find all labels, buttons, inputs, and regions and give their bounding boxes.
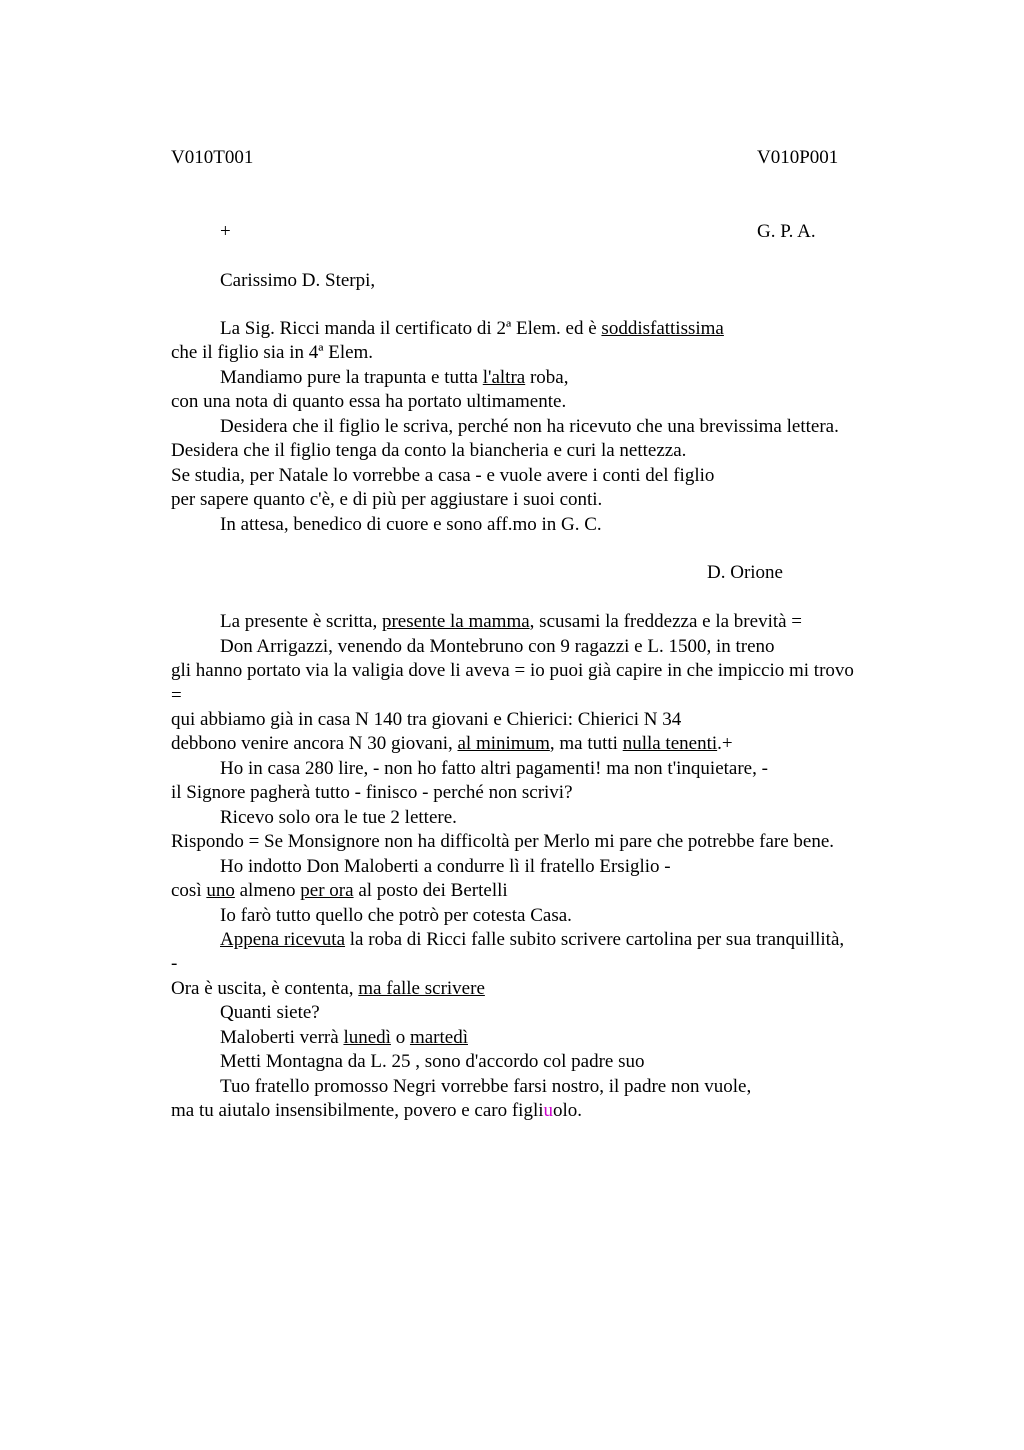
- underlined-text: soddisfattissima: [601, 318, 724, 339]
- text-run: La presente è scritta,: [220, 611, 382, 633]
- text-run: , ma tutti: [549, 733, 623, 755]
- postscript-line: -: [171, 953, 178, 975]
- postscript-line: Ho indotto Don Maloberti a condurre lì il fratello Ersiglio -: [220, 855, 671, 877]
- postscript-line: [171, 732, 931, 756]
- postscript-line: [171, 1099, 931, 1123]
- document-code-right: V010P001: [757, 147, 839, 168]
- letter-line: In attesa, benedico di cuore e sono aff.mo in G. C.: [220, 513, 602, 535]
- postscript-line: [171, 977, 931, 1001]
- postscript-line: qui abbiamo già in casa N 140 tra giovani e Chierici: Chierici N 34: [171, 709, 682, 730]
- text-run: , scusami la freddezza e la brevità =: [529, 611, 803, 633]
- postscript-line: =: [171, 684, 182, 706]
- letter-line: per sapere quanto c'è, e di più per aggiustare i suoi conti.: [171, 489, 603, 511]
- salutation: Carissimo D. Sterpi,: [220, 270, 376, 291]
- postscript-line: Quanti siete?: [220, 1002, 320, 1024]
- underlined-text: nulla tenenti: [622, 733, 718, 755]
- text-run: così: [171, 880, 207, 902]
- text-run: al posto dei Bertelli: [353, 880, 508, 902]
- letter-line: Desidera che il figlio le scriva, perché non ha ricevuto che una brevissima lettera.: [220, 415, 839, 437]
- postscript-line: Ho in casa 280 lire, - non ho fatto altri pagamenti! ma non t'inquietare, -: [220, 757, 768, 779]
- header-initials: G. P. A.: [757, 221, 816, 242]
- text-run: Mandiamo pure la trapunta e tutta: [220, 366, 483, 388]
- postscript-line: [171, 610, 931, 634]
- text-run: Maloberti verrà: [220, 1026, 344, 1048]
- document-code-left: V010T001: [171, 147, 254, 168]
- underlined-text: ma falle scrivere: [358, 977, 485, 999]
- postscript-line: il Signore pagherà tutto - finisco - perché non scrivi?: [171, 782, 573, 804]
- postscript-line: Ricevo solo ora le tue 2 lettere.: [220, 806, 457, 828]
- postscript-line: [171, 879, 931, 903]
- underlined-text: al minimum: [457, 733, 550, 755]
- signature: D. Orione: [707, 562, 783, 584]
- blank-line: [171, 586, 931, 610]
- blank-line: [171, 537, 931, 561]
- text-run: almeno: [234, 880, 301, 902]
- underlined-text: uno: [206, 880, 235, 902]
- postscript-line: Don Arrigazzi, venendo da Montebruno con 9 ragazzi e L. 1500, in treno: [220, 635, 775, 657]
- text-run: o: [390, 1026, 410, 1048]
- highlighted-letter: u: [543, 1100, 554, 1121]
- letter-line: [171, 317, 931, 341]
- underlined-text: l'altra: [482, 366, 526, 388]
- text-run: Ora è uscita, è contenta,: [171, 977, 359, 999]
- letter-line: Se studia, per Natale lo vorrebbe a casa - e vuole avere i conti del figlio: [171, 464, 715, 486]
- cross-mark: +: [220, 221, 231, 242]
- underlined-text: martedì: [409, 1026, 468, 1048]
- underlined-text: presente la mamma: [381, 611, 530, 633]
- postscript-line: gli hanno portato via la valigia dove li aveva = io puoi già capire in che impiccio mi trovo: [171, 660, 854, 682]
- letter-line: con una nota di quanto essa ha portato ultimamente.: [171, 391, 567, 413]
- text-run: ma tu aiutalo insensibilmente, povero e caro figli: [171, 1100, 544, 1121]
- text-run: .+: [717, 733, 733, 755]
- postscript-line: [171, 928, 931, 952]
- underlined-text: per ora: [300, 880, 354, 902]
- letter-body: [171, 317, 931, 1123]
- text-run: roba,: [525, 366, 569, 388]
- postscript-line: [171, 1026, 931, 1050]
- postscript-line: Tuo fratello promosso Negri vorrebbe farsi nostro, il padre non vuole,: [220, 1075, 752, 1097]
- underlined-text: Appena ricevuta: [220, 928, 346, 950]
- text-run: olo.: [553, 1100, 583, 1121]
- text-run: debbono venire ancora N 30 giovani,: [171, 733, 458, 755]
- postscript-line: Metti Montagna da L. 25 , sono d'accordo col padre suo: [220, 1051, 645, 1073]
- letter-line: che il figlio sia in 4ª Elem.: [171, 342, 374, 364]
- text-run: La Sig. Ricci manda il certificato di 2ª Elem. ed è: [220, 318, 602, 339]
- letter-line: Desidera che il figlio tenga da conto la biancheria e curi la nettezza.: [171, 440, 687, 462]
- postscript-line: Io farò tutto quello che potrò per cotesta Casa.: [220, 904, 572, 926]
- text-run: la roba di Ricci falle subito scrivere cartolina per sua tranquillità,: [345, 928, 845, 950]
- letter-line: [171, 366, 931, 390]
- underlined-text: lunedì: [343, 1026, 391, 1048]
- postscript-line: Rispondo = Se Monsignore non ha difficoltà per Merlo mi pare che potrebbe fare bene.: [171, 831, 835, 853]
